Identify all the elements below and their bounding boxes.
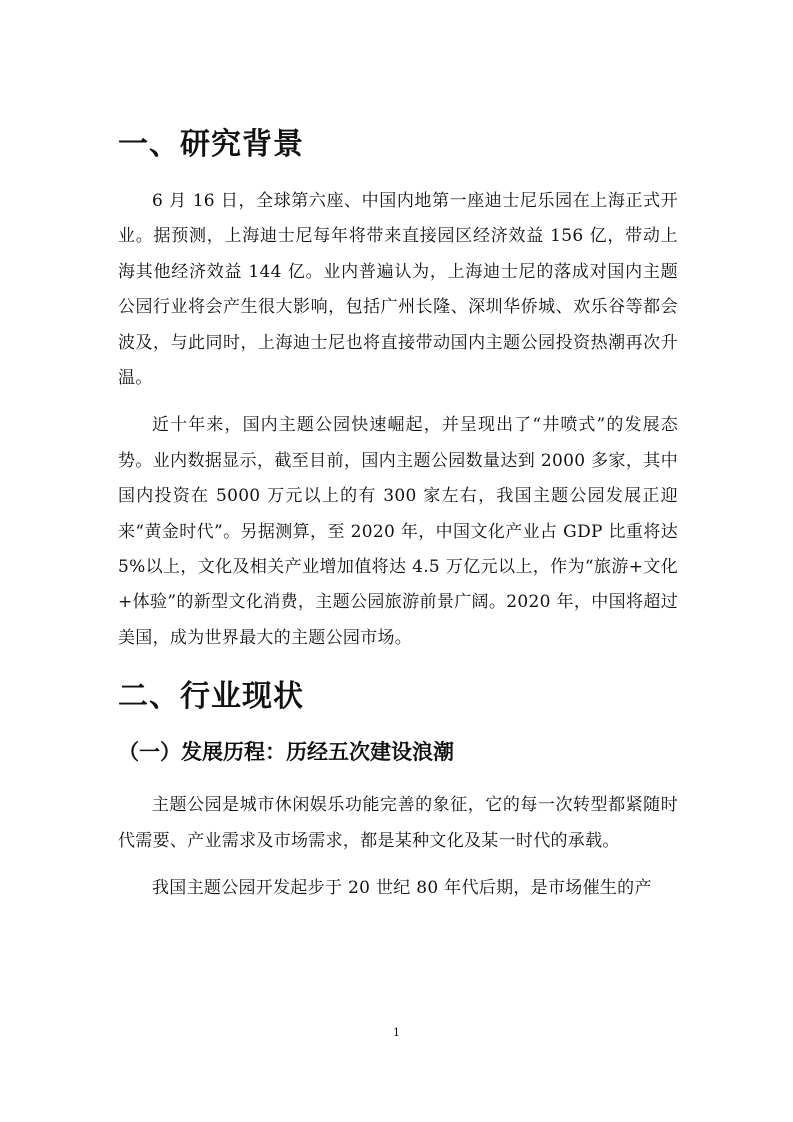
page-number: 1 (393, 1026, 400, 1039)
page-content (118, 118, 678, 907)
paragraph-theme-park-origin: 我国主题公园开发起步于 20 世纪 80 年代后期，是市场催生的产 (152, 878, 652, 899)
section-heading-research-background: 一、研究背景 (118, 127, 304, 162)
paragraph-disney-opening: 6 月 16 日，全球第六座、中国内地第一座迪士尼乐园在上海正式开业。据预测，上海迪士尼每年将带来直接园区经济效益 156 亿，带动上海其他经济效益 144 亿。业内普遍认为，上海迪士尼的落成对国内主题公园行业将会产生很大影响，包括广州长隆、深圳华侨城、欢乐谷等都会波及，与此同时，上海迪士尼也将直接带动国内主题公园投资热潮再次升温。 (118, 191, 678, 389)
paragraph-theme-park-growth: 近十年来，国内主题公园快速崛起，并呈现出了“井喷式”的发展态势。业内数据显示，截至目前，国内主题公园数量达到 2000 多家，其中国内投资在 5000 万元以上的有 300 家左右，我国主题公园发展正迎来“黄金时代”。另据测算，至 2020 年，中国文化产业占 GDP 比重将达 5%以上，文化及相关产业增加值将达 4.5 万亿元以上，作为“旅游+文化+体验”的新型文化消费，主题公园旅游前景广阔。2020 年，中国将超过美国，成为世界最大的主题公园市场。 (118, 415, 678, 648)
section-heading-industry-status: 二、行业现状 (118, 679, 304, 715)
subsection-heading-development-history: （一）发展历程：历经五次建设浪潮 (118, 740, 454, 765)
paragraph-theme-park-symbol: 主题公园是城市休闲娱乐功能完善的象征，它的每一次转型都紧随时代需要、产业需求及市场需求，都是某种文化及某一时代的承载。 (118, 795, 678, 851)
